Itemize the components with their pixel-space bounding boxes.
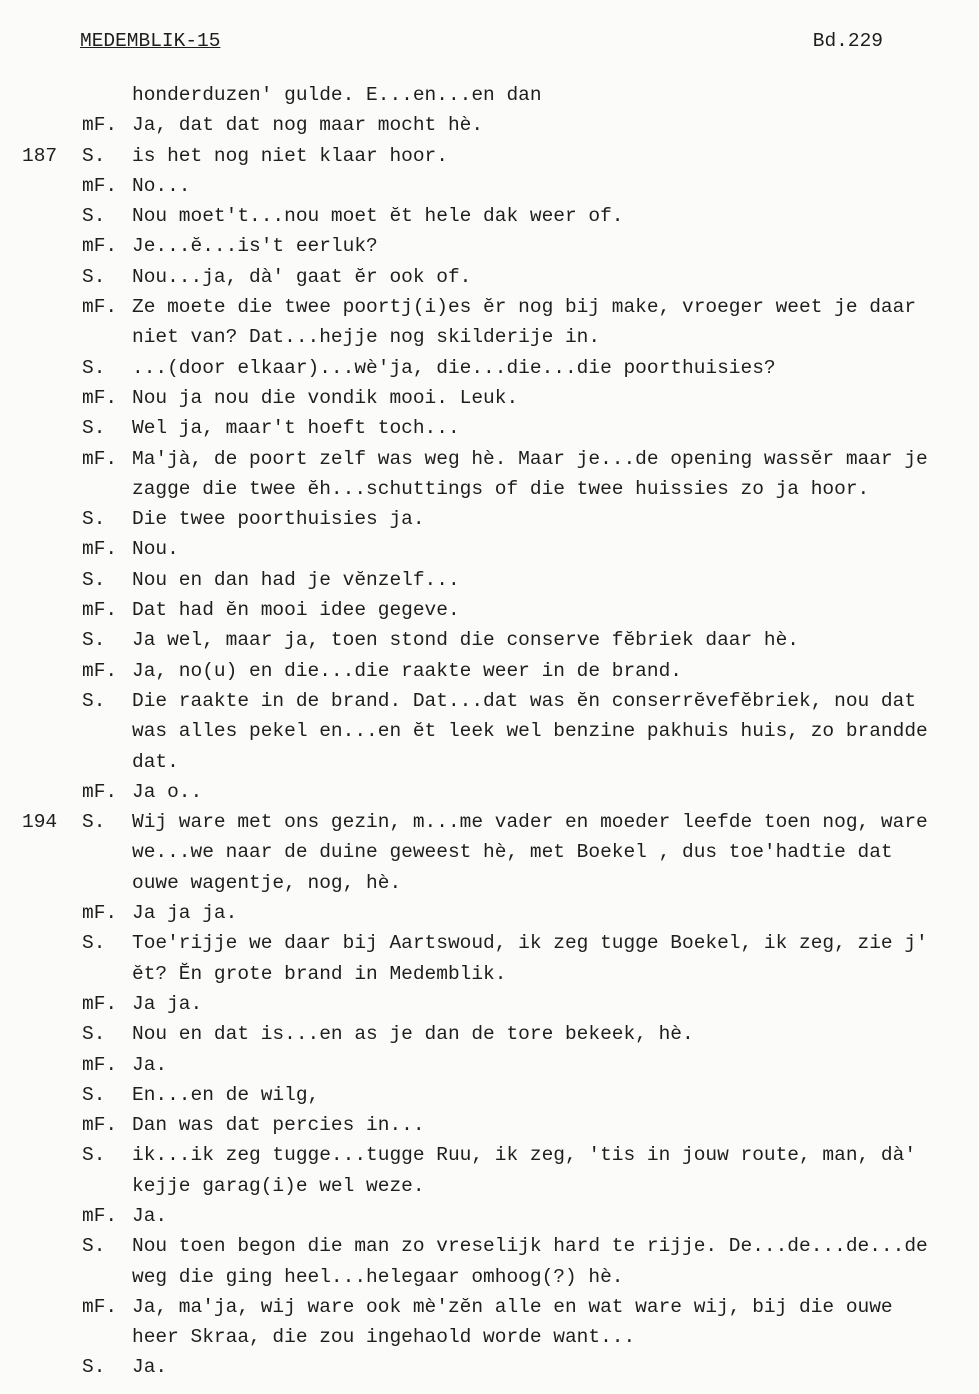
transcript-entry	[0, 444, 979, 505]
speaker-label: S.	[82, 629, 106, 652]
transcript-entry	[0, 80, 979, 110]
speaker-label: S.	[82, 1023, 106, 1046]
transcript-entry	[0, 413, 979, 443]
transcript-entry	[0, 656, 979, 686]
speaker-label: mF.	[82, 235, 118, 258]
text-line: Ja, dat dat nog maar mocht hè.	[132, 114, 484, 137]
speaker-label: S.	[82, 689, 106, 712]
text-line: Nou ja nou die vondik mooi. Leuk.	[132, 386, 519, 409]
text-line: Dat had ĕn mooi idee gegeve.	[132, 599, 460, 622]
transcript-entry	[0, 928, 979, 989]
transcript-entry	[0, 807, 979, 898]
utterance-text	[132, 928, 978, 989]
speaker-label: S.	[82, 811, 106, 834]
speaker-label: mF.	[82, 659, 118, 682]
text-line: we...we naar de duine geweest hè, met Boekel , dus toe'hadtie dat	[132, 841, 893, 864]
text-line: Nou en dan had je vĕnzelf...	[132, 568, 460, 591]
utterance-text	[132, 201, 978, 231]
speaker-label: S.	[82, 417, 106, 440]
transcript-entry	[0, 1292, 979, 1353]
speaker-label: S.	[82, 1356, 106, 1379]
utterance-text	[132, 110, 978, 140]
text-line: Ja.	[132, 1053, 168, 1076]
utterance-text	[132, 292, 978, 353]
text-line: Nou toen begon die man zo vreselijk hard te rijje. De...de...de...de	[132, 1235, 928, 1258]
text-line: dat.	[132, 750, 179, 773]
speaker-label: mF.	[82, 599, 118, 622]
transcript-entry	[0, 1019, 979, 1049]
text-line: Ja, no(u) en die...die raakte weer in de brand.	[132, 659, 682, 682]
text-line: No...	[132, 174, 191, 197]
text-line: Ja o..	[132, 780, 203, 803]
speaker-label: mF.	[82, 447, 118, 470]
utterance-text	[132, 898, 978, 928]
speaker-label: S.	[82, 265, 106, 288]
utterance-text	[132, 565, 978, 595]
transcript-entry	[0, 565, 979, 595]
text-line: Toe'rijje we daar bij Aartswoud, ik zeg tugge Boekel, ik zeg, zie j'	[132, 932, 928, 955]
utterance-text	[132, 1352, 978, 1382]
page-number: Bd.229	[812, 30, 883, 52]
transcript-entry	[0, 171, 979, 201]
transcript	[0, 80, 979, 1383]
speaker-label: S.	[82, 1083, 106, 1106]
text-line: Ma'jà, de poort zelf was weg hè. Maar je...de opening wassĕr maar je	[132, 447, 928, 470]
speaker-label: mF.	[82, 538, 118, 561]
transcript-entry	[0, 383, 979, 413]
utterance-text	[132, 1140, 978, 1201]
utterance-text	[132, 262, 978, 292]
transcript-entry	[0, 201, 979, 231]
transcript-entry	[0, 353, 979, 383]
text-line: Ja.	[132, 1356, 168, 1379]
transcript-entry	[0, 1050, 979, 1080]
utterance-text	[132, 141, 978, 171]
text-line: Ja ja ja.	[132, 902, 238, 925]
transcript-entry	[0, 595, 979, 625]
utterance-text	[132, 504, 978, 534]
transcript-entry	[0, 625, 979, 655]
transcript-entry	[0, 292, 979, 353]
utterance-text	[132, 231, 978, 261]
transcript-entry	[0, 504, 979, 534]
text-line: Je...ĕ...is't eerluk?	[132, 235, 378, 258]
transcript-entry	[0, 1110, 979, 1140]
utterance-text	[132, 80, 978, 110]
transcript-entry	[0, 262, 979, 292]
line-number: 187	[22, 144, 58, 167]
speaker-label: S.	[82, 205, 106, 228]
utterance-text	[132, 1110, 978, 1140]
utterance-text	[132, 625, 978, 655]
text-line: Nou en dat is...en as je dan de tore bekeek, hè.	[132, 1023, 694, 1046]
transcript-entry	[0, 141, 979, 171]
document-title: MEDEMBLIK-15	[80, 30, 221, 52]
text-line: is het nog niet klaar hoor.	[132, 144, 448, 167]
utterance-text	[132, 1292, 978, 1353]
utterance-text	[132, 777, 978, 807]
utterance-text	[132, 353, 978, 383]
utterance-text	[132, 534, 978, 564]
utterance-text	[132, 595, 978, 625]
text-line: Ze moete die twee poortj(i)es ĕr nog bij make, vroeger weet je daar	[132, 296, 917, 319]
speaker-label: mF.	[82, 296, 118, 319]
text-line: zagge die twee ĕh...schuttings of die twee huissies zo ja hoor.	[132, 477, 870, 500]
text-line: En...en de wilg,	[132, 1083, 320, 1106]
transcript-entry	[0, 231, 979, 261]
speaker-label: S.	[82, 568, 106, 591]
transcript-entry	[0, 1201, 979, 1231]
text-line: ouwe wagentje, nog, hè.	[132, 871, 402, 894]
text-line: Ja ja.	[132, 992, 203, 1015]
text-line: Nou.	[132, 538, 179, 561]
speaker-label: mF.	[82, 174, 118, 197]
transcript-entry	[0, 1140, 979, 1201]
line-number: 194	[22, 811, 58, 834]
transcript-entry	[0, 110, 979, 140]
speaker-label: S.	[82, 932, 106, 955]
transcript-entry	[0, 686, 979, 777]
text-line: Ja wel, maar ja, toen stond die conserve fĕbriek daar hè.	[132, 629, 800, 652]
text-line: ...(door elkaar)...wè'ja, die...die...die poorthuisies?	[132, 356, 776, 379]
utterance-text	[132, 1050, 978, 1080]
utterance-text	[132, 171, 978, 201]
speaker-label: mF.	[82, 1053, 118, 1076]
speaker-label: mF.	[82, 386, 118, 409]
utterance-text	[132, 1201, 978, 1231]
text-line: heer Skraa, die zou ingehaold worde want...	[132, 1326, 636, 1349]
text-line: Nou...ja, dà' gaat ĕr ook of.	[132, 265, 472, 288]
speaker-label: S.	[82, 1144, 106, 1167]
text-line: weg die ging heel...helegaar omhoog(?) hè.	[132, 1265, 624, 1288]
text-line: ik...ik zeg tugge...tugge Ruu, ik zeg, 'tis in jouw route, man, dà'	[132, 1144, 917, 1167]
text-line: kejje garag(i)e wel weze.	[132, 1174, 425, 1197]
text-line: Dan was dat percies in...	[132, 1114, 425, 1137]
utterance-text	[132, 383, 978, 413]
utterance-text	[132, 686, 978, 777]
text-line: Nou moet't...nou moet ĕt hele dak weer of.	[132, 205, 624, 228]
text-line: Ja.	[132, 1204, 168, 1227]
transcript-entry	[0, 1231, 979, 1292]
text-line: Die raakte in de brand. Dat...dat was ĕn conserrĕvefĕbriek, nou dat	[132, 689, 917, 712]
speaker-label: mF.	[82, 1114, 118, 1137]
text-line: ĕt? Ĕn grote brand in Medemblik.	[132, 962, 507, 985]
speaker-label: mF.	[82, 1204, 118, 1227]
utterance-text	[132, 989, 978, 1019]
utterance-text	[132, 444, 978, 505]
transcript-entry	[0, 1080, 979, 1110]
utterance-text	[132, 807, 978, 898]
speaker-label: mF.	[82, 114, 118, 137]
text-line: honderduzen' gulde. E...en...en dan	[132, 84, 542, 106]
speaker-label: mF.	[82, 780, 118, 803]
speaker-label: S.	[82, 1235, 106, 1258]
utterance-text	[132, 1080, 978, 1110]
utterance-text	[132, 656, 978, 686]
speaker-label: S.	[82, 508, 106, 531]
speaker-label: S.	[82, 356, 106, 379]
speaker-label: mF.	[82, 992, 118, 1015]
page-header	[80, 30, 883, 56]
transcript-entry	[0, 534, 979, 564]
text-line: niet van? Dat...hejje nog skilderije in.	[132, 326, 601, 349]
utterance-text	[132, 1231, 978, 1292]
speaker-label: mF.	[82, 1295, 118, 1318]
utterance-text	[132, 1019, 978, 1049]
speaker-label: S.	[82, 144, 106, 167]
text-line: Wij ware met ons gezin, m...me vader en moeder leefde toen nog, ware	[132, 811, 928, 834]
transcript-entry	[0, 1352, 979, 1382]
transcript-entry	[0, 777, 979, 807]
text-line: Ja, ma'ja, wij ware ook mè'zĕn alle en wat ware wij, bij die ouwe	[132, 1295, 893, 1318]
text-line: Wel ja, maar't hoeft toch...	[132, 417, 460, 440]
transcript-entry	[0, 898, 979, 928]
transcript-entry	[0, 989, 979, 1019]
utterance-text	[132, 413, 978, 443]
text-line: Die twee poorthuisies ja.	[132, 508, 425, 531]
text-line: was alles pekel en...en ĕt leek wel benzine pakhuis huis, zo brandde	[132, 720, 928, 743]
speaker-label: mF.	[82, 902, 118, 925]
